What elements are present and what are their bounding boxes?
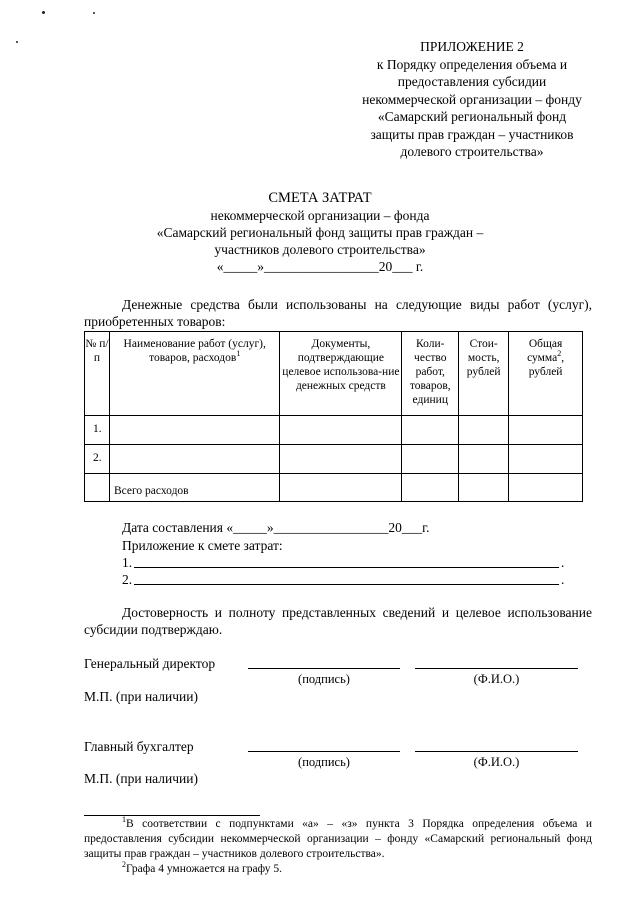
table-row (85, 445, 583, 474)
signature-caption: (подпись) (298, 755, 350, 769)
title-line: участников долевого строительства» (214, 242, 426, 257)
table-cell (402, 474, 459, 502)
col-header-total: Общая сумма$^2$, рублей (509, 332, 583, 416)
appendix-line: к Порядку определения объема и (376, 56, 568, 72)
attachments-label: Приложение к смете затрат: (122, 538, 283, 553)
signer-role: Главный бухгалтер (84, 739, 194, 754)
attachment-line (134, 584, 559, 585)
table-cell (509, 445, 583, 474)
col-header-documents: Документы, подтверждающие целевое использова-ние денежных средств (280, 332, 402, 416)
scan-speck (93, 12, 95, 14)
document-title (100, 190, 540, 275)
stamp-note: М.П. (при наличии) (84, 689, 198, 704)
certification-paragraph: Достоверность и полноту представленных сведений и целевое использование субсидии подтверждаю. (84, 605, 592, 637)
table-cell (402, 445, 459, 474)
footnote-text: В соответствии с подпунктами «а» – «з» пункта 3 Порядка определения объема и предоставления субсидии некоммерческой организации – фонду «Самарский региональный фонд защиты прав граждан – участников долевого строительства». (84, 818, 592, 860)
appendix-line: защиты прав граждан – участников (370, 126, 574, 142)
footnote-mark: 1 (122, 815, 126, 825)
name-line (415, 751, 578, 752)
footnote-2 (84, 862, 592, 877)
table-total-row (85, 474, 583, 502)
table-cell (109, 416, 280, 445)
attachment-end-mark: . (561, 572, 565, 587)
appendix-line: «Самарский региональный фонд (377, 109, 567, 124)
signature-caption: (подпись) (298, 672, 350, 686)
appendix-header (322, 38, 622, 161)
total-label: Всего расходов (109, 474, 280, 502)
title-heading: СМЕТА ЗАТРАТ (268, 190, 372, 206)
table-cell (85, 474, 110, 502)
table-cell (280, 416, 402, 445)
table-cell (459, 416, 509, 445)
table-cell (509, 416, 583, 445)
title-date-line: «_____»_________________20___ г. (216, 259, 424, 274)
appendix-line: предоставления субсидии (397, 74, 547, 89)
table-row (85, 416, 583, 445)
scan-speck (42, 11, 45, 14)
compiled-date: Дата составления «_____»_________________20___г. (122, 520, 430, 535)
row-number: 2. (85, 445, 110, 474)
appendix-line: некоммерческой организации – фонду (362, 91, 582, 107)
attachment-line (134, 567, 559, 568)
table-header-row (85, 332, 583, 416)
table-cell (280, 474, 402, 502)
title-line: «Самарский региональный фонд защиты прав граждан – (156, 225, 484, 240)
signer-role: Генеральный директор (84, 656, 216, 671)
intro-paragraph: Денежные средства были использованы на следующие виды работ (услуг), приобретенных товаров: (84, 297, 592, 329)
expense-table (84, 331, 583, 502)
footnote-1 (84, 817, 592, 862)
table-cell (459, 474, 509, 502)
footnote-mark: 2 (122, 860, 126, 870)
row-number: 1. (85, 416, 110, 445)
stamp-note: М.П. (при наличии) (84, 771, 198, 786)
scan-speck (16, 41, 18, 43)
name-caption: (Ф.И.О.) (473, 755, 520, 769)
table-cell (280, 445, 402, 474)
table-cell (509, 474, 583, 502)
table-cell (459, 445, 509, 474)
col-header-name: Наименование работ (услуг), товаров, расходов$^1$ (109, 332, 280, 416)
footnote-text: Графа 4 умножается на графу 5. (126, 863, 283, 875)
table-cell (109, 445, 280, 474)
name-caption: (Ф.И.О.) (473, 672, 520, 686)
title-line: некоммерческой организации – фонда (210, 208, 430, 223)
col-header-quantity: Коли-чество работ, товаров, единиц (402, 332, 459, 416)
col-header-cost: Стои-мость, рублей (459, 332, 509, 416)
footnote-separator (84, 815, 260, 816)
name-line (415, 668, 578, 669)
attachment-end-mark: . (561, 555, 565, 570)
signature-line (248, 751, 400, 752)
signature-line (248, 668, 400, 669)
appendix-line: долевого строительства» (400, 144, 544, 159)
appendix-line: ПРИЛОЖЕНИЕ 2 (420, 39, 524, 54)
attachment-number: 1. (122, 555, 133, 570)
col-header-number: № п/п (85, 332, 110, 416)
attachment-number: 2. (122, 572, 133, 587)
table-cell (402, 416, 459, 445)
